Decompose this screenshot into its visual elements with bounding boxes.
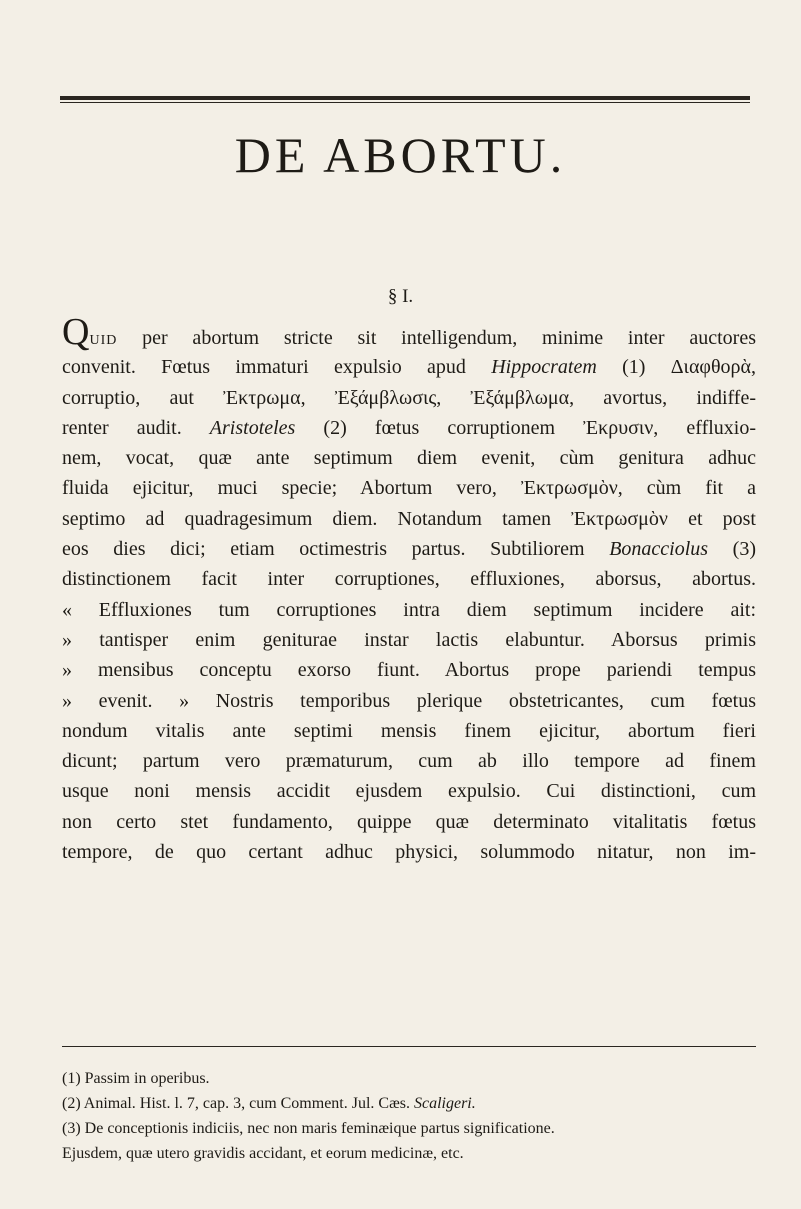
footnote-1: (1) Passim in operibus. [62, 1070, 210, 1087]
footnote-rule [62, 1046, 756, 1047]
footnote-3-continued: Ejusdem, quæ utero gravidis accidant, et eorum medicinæ, etc. [62, 1145, 464, 1162]
body-line-8 [62, 534, 756, 564]
author-name: Bonacciolus [609, 538, 709, 561]
body-line-6: fluida ejicitur, muci specie; Abortum vero, Ἐκτρωσμὸν, cùm fit a [62, 477, 756, 500]
body-line-18: tempore, de quo certant adhuc physici, solummodo nitatur, non im- [62, 841, 756, 864]
drop-cap: Q [62, 311, 90, 353]
author-name: Scaligeri. [413, 1095, 476, 1112]
body-line-15: dicunt; partum vero præmaturum, cum ab illo tempore ad finem [62, 750, 756, 773]
section-mark: § I. [387, 286, 414, 307]
body-line-17: non certo stet fundamento, quippe quæ determinato vitalitatis fœtus [62, 810, 756, 833]
body-line-1 [62, 311, 756, 353]
line-text: renter audit. [62, 416, 210, 439]
body-line-14: nondum vitalis ante septimi mensis finem ejicitur, abortum fieri [62, 719, 756, 742]
small-caps-word: uid [89, 327, 118, 349]
body-line-13: » evenit. » Nostris temporibus plerique obstetricantes, cum fœtus [62, 689, 756, 712]
body-line-2 [62, 352, 756, 382]
footnote-3: (3) De conceptionis indiciis, nec non maris feminæique partus significatione. [62, 1120, 555, 1137]
footnotes [62, 1066, 756, 1166]
footnote-2 [62, 1091, 756, 1116]
header-rule-thick [60, 96, 750, 100]
body-line-3: corruptio, aut Ἐκτρωμα, Ἐξάμβλωσις, Ἐξάμβλωμα, avortus, indiffe- [62, 386, 756, 409]
body-line-4 [62, 413, 756, 443]
author-name: Hippocratem [491, 356, 597, 379]
footnote-text: (2) Animal. Hist. l. 7, cap. 3, cum Comment. Jul. Cæs. [62, 1095, 414, 1112]
line-text: (1) Διαφθορὰ, [596, 356, 756, 379]
body-line-7: septimo ad quadragesimum diem. Notandum tamen Ἐκτρωσμὸν et post [62, 507, 756, 530]
body-line-9: distinctionem facit inter corruptiones, effluxiones, aborsus, abortus. [62, 568, 756, 591]
body-line-10: « Effluxiones tum corruptiones intra diem septimum incidere ait: [62, 598, 756, 621]
line-text: (3) [708, 538, 756, 561]
line-text: eos dies dici; etiam octimestris partus. Subtiliorem [62, 538, 610, 561]
body-line-5: nem, vocat, quæ ante septimum diem evenit, cùm genitura adhuc [62, 447, 756, 470]
line-text: (2) fœtus corruptionem Ἐκρυσιν, effluxio- [295, 416, 757, 439]
body-line-12: » mensibus conceptu exorso fiunt. Abortus prope pariendi tempus [62, 659, 756, 682]
line-text: convenit. Fœtus immaturi expulsio apud [62, 356, 492, 379]
page-title: DE ABORTU. [234, 127, 567, 183]
body-line-11: » tantisper enim geniturae instar lactis elabuntur. Aborsus primis [62, 628, 756, 651]
author-name: Aristoteles [209, 416, 296, 439]
body-text [62, 311, 757, 867]
body-line-16: usque noni mensis accidit ejusdem expulsio. Cui distinctioni, cum [62, 780, 756, 803]
header-rule-thin [60, 102, 750, 103]
line-text: per abortum stricte sit intelligendum, minime inter auctores [117, 327, 756, 349]
